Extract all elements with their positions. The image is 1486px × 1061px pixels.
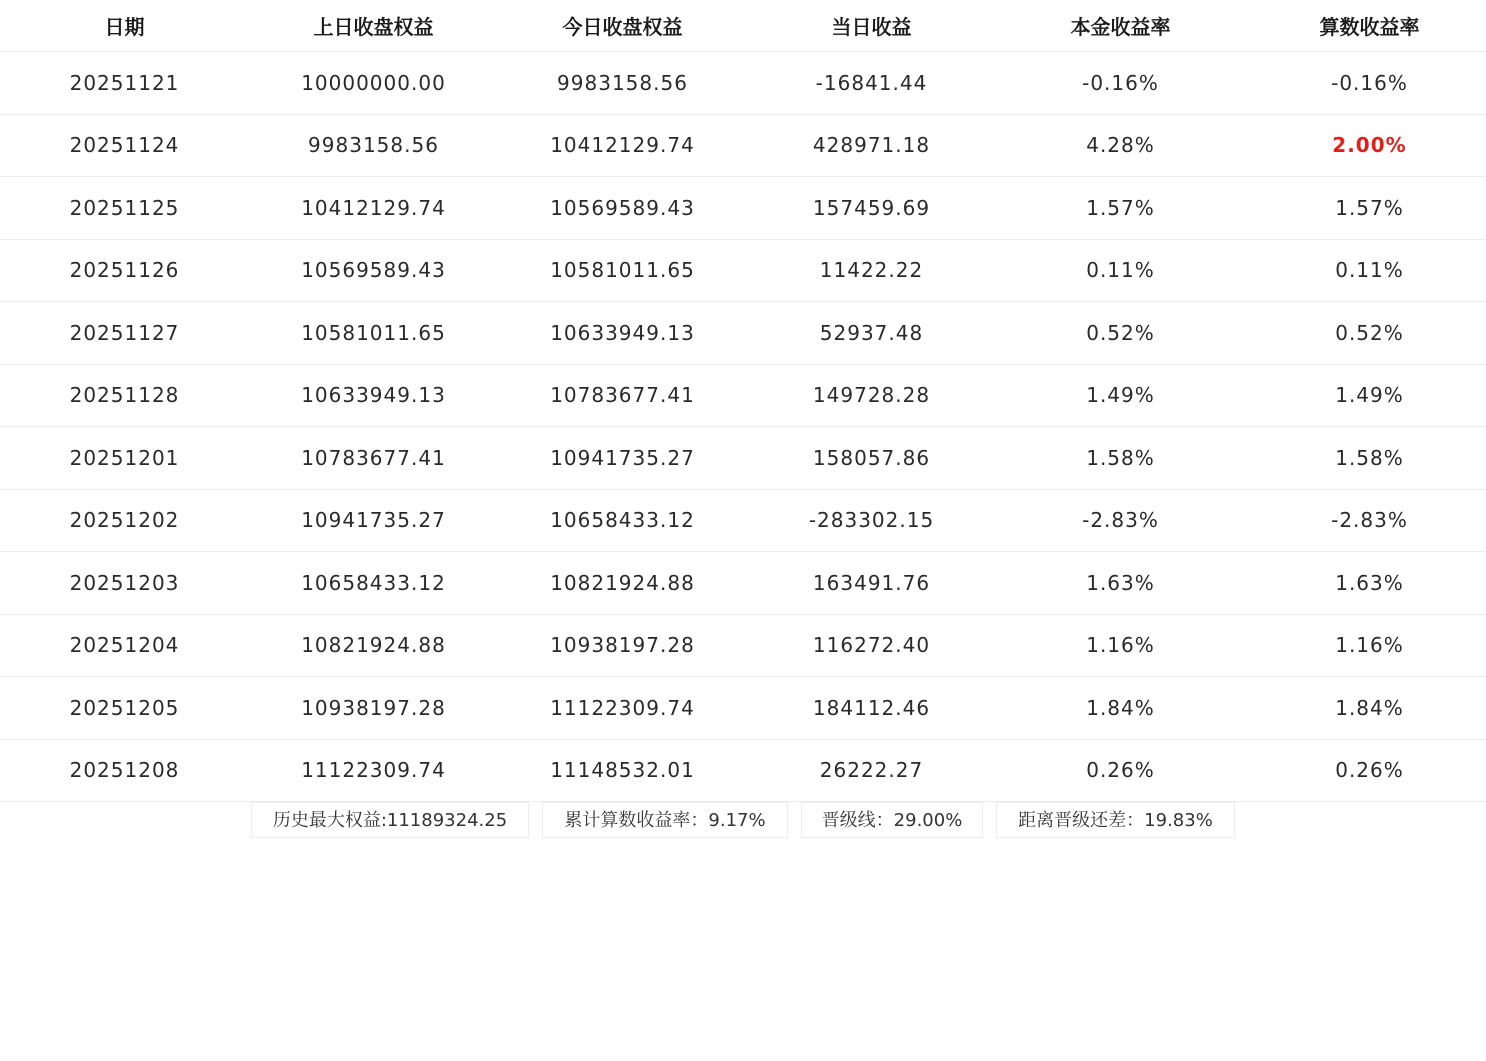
cell-today-equity: 11122309.74 [498, 677, 747, 740]
header-today-equity: 今日收盘权益 [498, 0, 747, 52]
cell-today-equity: 10412129.74 [498, 114, 747, 177]
table-row [0, 677, 1486, 740]
cell-arith-rate: -2.83% [1245, 489, 1486, 552]
cell-today-equity: 10581011.65 [498, 239, 747, 302]
table-row [0, 739, 1486, 802]
promotion-line-label: 晋级线： [821, 810, 894, 831]
cell-prev-equity: 10783677.41 [249, 427, 498, 490]
cell-prev-equity: 11122309.74 [249, 739, 498, 802]
cell-prev-equity: 10633949.13 [249, 364, 498, 427]
cell-principal-rate: 0.52% [996, 302, 1245, 365]
cell-principal-rate: 1.49% [996, 364, 1245, 427]
cell-daily-profit: -16841.44 [747, 52, 996, 115]
table-row [0, 114, 1486, 177]
cell-date: 20251124 [0, 114, 249, 177]
header-daily-profit: 当日收益 [747, 0, 996, 52]
max-equity-chip [251, 802, 529, 838]
max-equity-label: 历史最大权益: [272, 810, 387, 831]
cell-daily-profit: 26222.27 [747, 739, 996, 802]
cell-arith-rate: 0.52% [1245, 302, 1486, 365]
cumulative-rate-value: 9.17% [708, 810, 766, 831]
table-row [0, 302, 1486, 365]
cell-arith-rate: 0.26% [1245, 739, 1486, 802]
cell-arith-rate: 1.84% [1245, 677, 1486, 740]
cell-date: 20251125 [0, 177, 249, 240]
promotion-gap-chip [996, 802, 1235, 838]
cell-today-equity: 10633949.13 [498, 302, 747, 365]
table-header-row [0, 0, 1486, 52]
cell-today-equity: 9983158.56 [498, 52, 747, 115]
table-row [0, 364, 1486, 427]
cell-daily-profit: 116272.40 [747, 614, 996, 677]
cell-daily-profit: 184112.46 [747, 677, 996, 740]
cell-prev-equity: 10941735.27 [249, 489, 498, 552]
cumulative-rate-label: 累计算数收益率： [564, 810, 709, 831]
cell-prev-equity: 10938197.28 [249, 677, 498, 740]
cell-principal-rate: 1.57% [996, 177, 1245, 240]
promotion-line-chip [801, 802, 983, 838]
header-prev-equity: 上日收盘权益 [249, 0, 498, 52]
cell-today-equity: 10569589.43 [498, 177, 747, 240]
cell-date: 20251205 [0, 677, 249, 740]
cumulative-rate-chip [542, 802, 788, 838]
cell-date: 20251128 [0, 364, 249, 427]
table-row [0, 239, 1486, 302]
cell-daily-profit: 52937.48 [747, 302, 996, 365]
cell-daily-profit: 149728.28 [747, 364, 996, 427]
table-row [0, 52, 1486, 115]
cell-today-equity: 11148532.01 [498, 739, 747, 802]
promotion-line-value: 29.00% [893, 810, 963, 831]
cell-prev-equity: 10821924.88 [249, 614, 498, 677]
cell-daily-profit: 428971.18 [747, 114, 996, 177]
cell-prev-equity: 10000000.00 [249, 52, 498, 115]
table-row [0, 614, 1486, 677]
cell-arith-rate: 1.57% [1245, 177, 1486, 240]
cell-today-equity: 10941735.27 [498, 427, 747, 490]
cell-today-equity: 10938197.28 [498, 614, 747, 677]
promotion-gap-value: 19.83% [1144, 810, 1213, 831]
cell-date: 20251203 [0, 552, 249, 615]
table-row [0, 552, 1486, 615]
cell-principal-rate: 0.11% [996, 239, 1245, 302]
cell-today-equity: 10658433.12 [498, 489, 747, 552]
cell-arith-rate-capped: 2.00% [1245, 114, 1486, 177]
cell-prev-equity: 10569589.43 [249, 239, 498, 302]
cell-principal-rate: -2.83% [996, 489, 1245, 552]
cell-date: 20251201 [0, 427, 249, 490]
max-equity-value: 11189324.25 [386, 810, 508, 831]
header-principal-rate: 本金收益率 [996, 0, 1245, 52]
summary-bar [0, 802, 1486, 840]
cell-principal-rate: 4.28% [996, 114, 1245, 177]
cell-date: 20251208 [0, 739, 249, 802]
cell-daily-profit: 158057.86 [747, 427, 996, 490]
cell-date: 20251127 [0, 302, 249, 365]
cell-prev-equity: 10412129.74 [249, 177, 498, 240]
cell-principal-rate: 1.16% [996, 614, 1245, 677]
header-date: 日期 [0, 0, 249, 52]
cell-prev-equity: 10581011.65 [249, 302, 498, 365]
cell-date: 20251121 [0, 52, 249, 115]
cell-daily-profit: 163491.76 [747, 552, 996, 615]
cell-daily-profit: -283302.15 [747, 489, 996, 552]
cell-daily-profit: 157459.69 [747, 177, 996, 240]
cell-arith-rate: 0.11% [1245, 239, 1486, 302]
promotion-gap-label: 距离晋级还差： [1018, 810, 1145, 831]
cell-principal-rate: 1.58% [996, 427, 1245, 490]
cell-principal-rate: -0.16% [996, 52, 1245, 115]
cell-arith-rate: 1.16% [1245, 614, 1486, 677]
cell-arith-rate: -0.16% [1245, 52, 1486, 115]
cell-today-equity: 10821924.88 [498, 552, 747, 615]
header-arith-rate: 算数收益率 [1245, 0, 1486, 52]
cell-principal-rate: 0.26% [996, 739, 1245, 802]
cell-daily-profit: 11422.22 [747, 239, 996, 302]
table-row [0, 177, 1486, 240]
cell-principal-rate: 1.63% [996, 552, 1245, 615]
cell-arith-rate: 1.49% [1245, 364, 1486, 427]
table-row [0, 427, 1486, 490]
cell-date: 20251126 [0, 239, 249, 302]
cell-arith-rate: 1.58% [1245, 427, 1486, 490]
cell-today-equity: 10783677.41 [498, 364, 747, 427]
cell-date: 20251204 [0, 614, 249, 677]
cell-date: 20251202 [0, 489, 249, 552]
cell-arith-rate: 1.63% [1245, 552, 1486, 615]
cell-prev-equity: 10658433.12 [249, 552, 498, 615]
cell-principal-rate: 1.84% [996, 677, 1245, 740]
cell-prev-equity: 9983158.56 [249, 114, 498, 177]
table-row [0, 489, 1486, 552]
